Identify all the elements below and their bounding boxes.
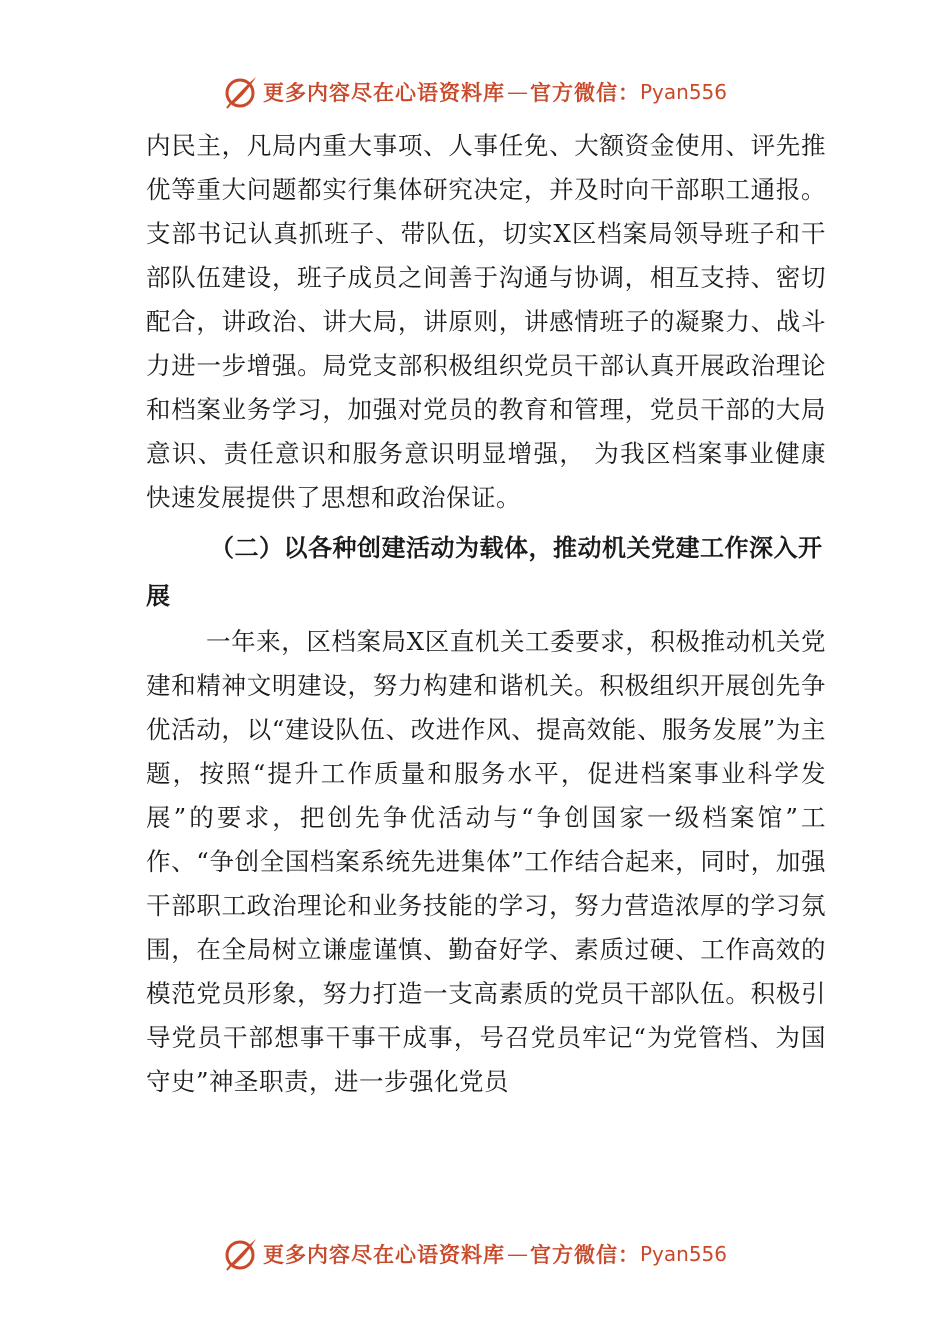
banner-slogan: 更多内容尽在心语资料库 <box>262 80 505 105</box>
quill-logo-icon <box>223 1236 259 1272</box>
document-body <box>146 124 826 1104</box>
section-heading: （二）以各种创建活动为载体，推动机关党建工作深入开展 <box>146 534 823 610</box>
header-banner <box>0 70 950 114</box>
quill-logo-icon <box>223 74 259 110</box>
banner-dash: — <box>506 80 528 104</box>
paragraph-2: 一年来，区档案局X区直机关工委要求，积极推动机关党建和精神文明建设，努力构建和谐机关。积极组织开展创先争优活动，以“建设队伍、改进作风、提高效能、服务发展”为主题，按照“提升工作质量和服务水平，促进档案事业科学发展”的要求，把创先争优活动与“争创国家一级档案馆”工作、“争创全国档案系统先进集体”工作结合起来，同时，加强干部职工政治理论和业务技能的学习，努力营造浓厚的学习氛围，在全局树立谦虚谨慎、勤奋好学、素质过硬、工作高效的模范党员形象，努力打造一支高素质的党员干部队伍。积极引导党员干部想事干事干成事，号召党员牢记“为党管档、为国守史”神圣职责，进一步强化党员 <box>146 627 826 1096</box>
banner-account-label: 官方微信： <box>529 80 640 105</box>
banner-account-label: 官方微信： <box>529 1242 640 1267</box>
footer-banner <box>0 1232 950 1276</box>
banner-wechat-id: Pyan556 <box>639 80 727 104</box>
banner-dash: — <box>506 1242 528 1266</box>
banner-wechat-id: Pyan556 <box>639 1242 727 1266</box>
paragraph-1: 内民主，凡局内重大事项、人事任免、大额资金使用、评先推优等重大问题都实行集体研究决定，并及时向干部职工通报。支部书记认真抓班子、带队伍，切实X区档案局领导班子和干部队伍建设，班子成员之间善于沟通与协调，相互支持、密切配合，讲政治、讲大局，讲原则，讲感情班子的凝聚力、战斗力进一步增强。局党支部积极组织党员干部认真开展政治理论和档案业务学习，加强对党员的教育和管理，党员干部的大局意识、责任意识和服务意识明显增强， 为我区档案事业健康快速发展提供了思想和政治保证。 <box>146 131 826 512</box>
banner-slogan: 更多内容尽在心语资料库 <box>262 1242 505 1267</box>
